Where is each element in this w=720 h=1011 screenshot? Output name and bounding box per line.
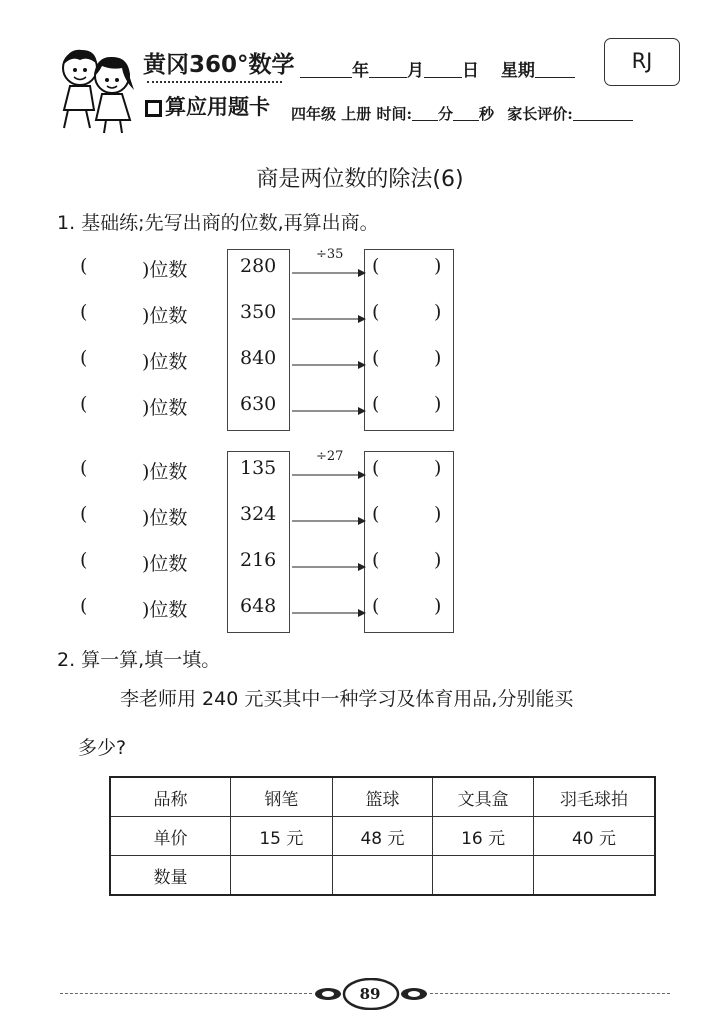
seconds-blank[interactable] [453, 106, 479, 121]
quotient-close-paren: ) [434, 457, 442, 479]
digit-count-label: )位数 [142, 507, 188, 529]
digit-count-label: )位数 [142, 305, 188, 327]
digit-count-open-paren: ( [80, 595, 88, 617]
quotient-open-paren: ( [372, 301, 380, 323]
price-table [109, 776, 656, 896]
digit-count-label: )位数 [142, 553, 188, 575]
digit-count-answer[interactable] [96, 457, 140, 479]
quantity-answer-cell[interactable] [433, 856, 534, 896]
dividend-value: 648 [240, 595, 277, 617]
quotient-open-paren: ( [372, 595, 380, 617]
product-title [145, 91, 270, 121]
row-header-price: 单价 [110, 817, 231, 856]
digit-count-label: )位数 [142, 259, 188, 281]
parent-eval-blank[interactable] [573, 106, 633, 121]
minutes-label: 分 [438, 105, 454, 123]
digit-count-label: )位数 [142, 461, 188, 483]
item-cell: 文具盒 [433, 777, 534, 817]
price-cell: 16 元 [433, 817, 534, 856]
question-1-prompt: 1. 基础练;先写出商的位数,再算出商。 [57, 212, 379, 234]
product-title-text: 算应用题卡 [165, 95, 270, 119]
day-blank[interactable] [424, 59, 462, 78]
price-cell: 15 元 [231, 817, 333, 856]
digit-count-answer[interactable] [96, 595, 140, 617]
quotient-close-paren: ) [434, 595, 442, 617]
quotient-open-paren: ( [372, 457, 380, 479]
dividend-value: 840 [240, 347, 277, 369]
digit-count-open-paren: ( [80, 347, 88, 369]
question-2-prompt: 2. 算一算,填一填。 [57, 649, 221, 671]
item-cell: 篮球 [332, 777, 433, 817]
edition-badge: RJ [604, 38, 680, 86]
digit-count-label: )位数 [142, 397, 188, 419]
price-cell: 48 元 [332, 817, 433, 856]
quotient-answer[interactable] [386, 255, 432, 277]
quotient-open-paren: ( [372, 503, 380, 525]
digit-count-answer[interactable] [96, 503, 140, 525]
digit-count-open-paren: ( [80, 549, 88, 571]
digit-count-label: )位数 [142, 599, 188, 621]
date-line [300, 56, 575, 81]
quotient-close-paren: ) [434, 301, 442, 323]
grade-label: 四年级 上册 [291, 105, 372, 123]
footer-divider-right [430, 993, 670, 994]
brand-title: 黄冈360°数学 [143, 52, 295, 78]
seconds-label: 秒 [479, 105, 495, 123]
info-line [291, 103, 633, 124]
digit-count-answer[interactable] [96, 347, 140, 369]
dividend-value: 324 [240, 503, 277, 525]
quotient-open-paren: ( [372, 549, 380, 571]
digit-count-answer[interactable] [96, 549, 140, 571]
month-blank[interactable] [369, 59, 407, 78]
dividend-value: 630 [240, 393, 277, 415]
quotient-answer[interactable] [386, 347, 432, 369]
arrow-icon [292, 406, 366, 416]
quotient-answer[interactable] [386, 503, 432, 525]
footer-divider-left [60, 993, 312, 994]
weekday-blank[interactable] [535, 59, 575, 78]
divisor-label: ÷27 [316, 449, 344, 464]
digit-count-open-paren: ( [80, 301, 88, 323]
arrow-icon [292, 562, 366, 572]
dividend-value: 216 [240, 549, 277, 571]
question-2-text-line2: 多少? [78, 737, 127, 759]
page-number: 89 [359, 985, 381, 1003]
digit-count-open-paren: ( [80, 503, 88, 525]
dividend-value: 135 [240, 457, 277, 479]
children-illustration [50, 40, 140, 135]
time-label: 时间: [376, 105, 413, 123]
digit-count-answer[interactable] [96, 255, 140, 277]
digit-count-label: )位数 [142, 351, 188, 373]
row-header-name: 品称 [110, 777, 231, 817]
arrow-icon [292, 268, 366, 278]
month-label: 月 [407, 61, 424, 81]
brand-underline [147, 81, 282, 83]
divisor-label: ÷35 [316, 247, 344, 262]
digit-count-open-paren: ( [80, 393, 88, 415]
year-blank[interactable] [300, 59, 352, 78]
quotient-answer[interactable] [386, 393, 432, 415]
item-cell: 羽毛球拍 [533, 777, 655, 817]
quantity-answer-cell[interactable] [332, 856, 433, 896]
page-title: 商是两位数的除法(6) [256, 167, 464, 192]
quantity-answer-cell[interactable] [231, 856, 333, 896]
row-header-quantity: 数量 [110, 856, 231, 896]
digit-count-answer[interactable] [96, 393, 140, 415]
arrow-icon [292, 470, 366, 480]
digit-count-open-paren: ( [80, 457, 88, 479]
digit-count-answer[interactable] [96, 301, 140, 323]
dividend-value: 350 [240, 301, 277, 323]
minutes-blank[interactable] [412, 106, 438, 121]
arrow-icon [292, 314, 366, 324]
quotient-close-paren: ) [434, 255, 442, 277]
quotient-close-paren: ) [434, 503, 442, 525]
table-row [110, 817, 655, 856]
quotient-answer[interactable] [386, 457, 432, 479]
weekday-label: 星期 [500, 61, 535, 81]
quotient-answer[interactable] [386, 301, 432, 323]
quotient-open-paren: ( [372, 255, 380, 277]
item-cell: 钢笔 [231, 777, 333, 817]
question-2-text-line1: 李老师用 240 元买其中一种学习及体育用品,分别能买 [120, 688, 574, 710]
price-cell: 40 元 [533, 817, 655, 856]
arrow-icon [292, 608, 366, 618]
quotient-close-paren: ) [434, 549, 442, 571]
parent-eval-label: 家长评价: [507, 105, 573, 123]
digit-count-open-paren: ( [80, 255, 88, 277]
quotient-answer[interactable] [386, 549, 432, 571]
quantity-answer-cell[interactable] [533, 856, 655, 896]
quotient-open-paren: ( [372, 347, 380, 369]
quotient-answer[interactable] [386, 595, 432, 617]
dividend-value: 280 [240, 255, 277, 277]
table-row [110, 777, 655, 817]
quotient-close-paren: ) [434, 393, 442, 415]
year-label: 年 [352, 61, 369, 81]
arrow-icon [292, 360, 366, 370]
quotient-open-paren: ( [372, 393, 380, 415]
table-row [110, 856, 655, 896]
day-label: 日 [462, 61, 479, 81]
quotient-close-paren: ) [434, 347, 442, 369]
arrow-icon [292, 516, 366, 526]
